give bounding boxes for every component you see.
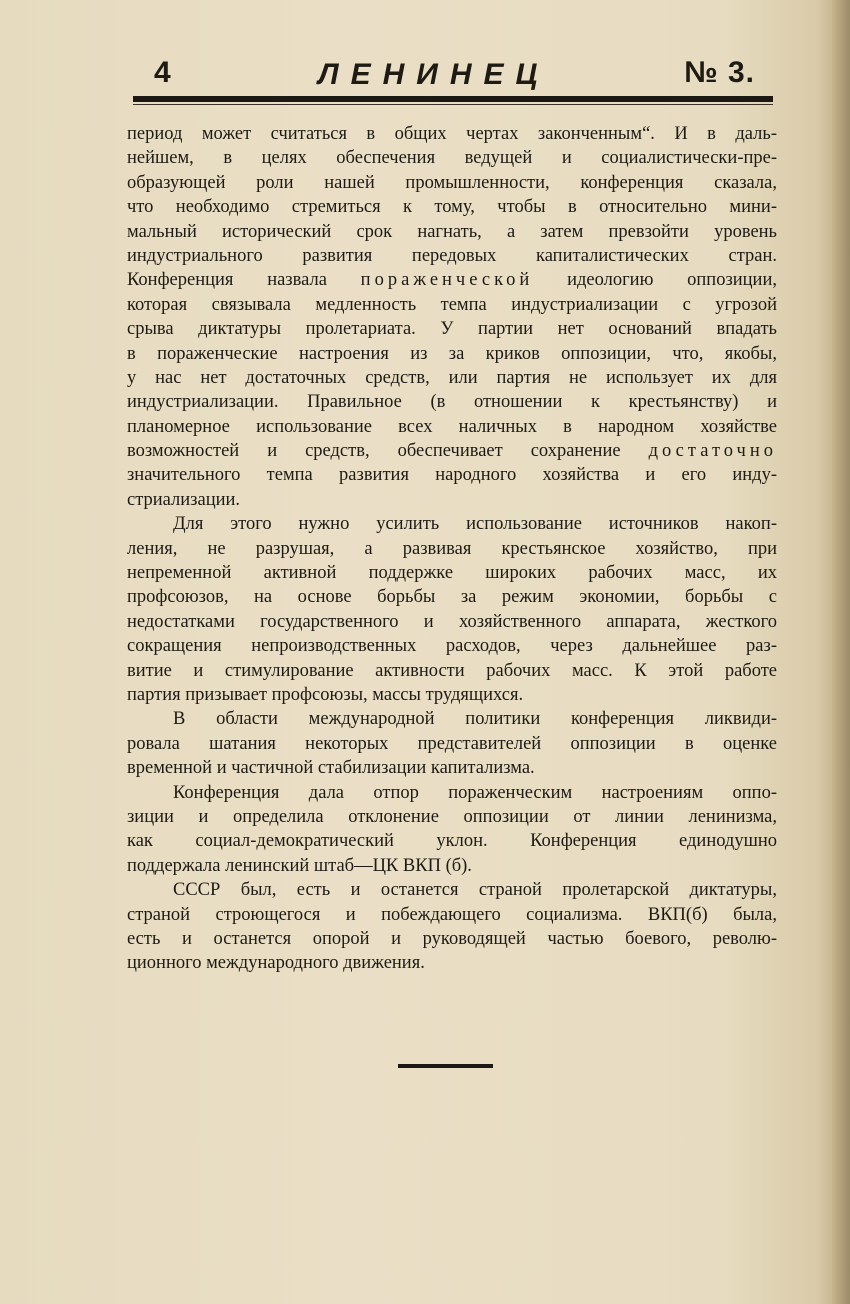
header-rule <box>133 96 773 102</box>
text-line: зиции и определила отклонение оппозиции от линии ленинизма, <box>127 806 777 827</box>
text-line: профсоюзов, на основе борьбы за режим экономии, борьбы с <box>127 587 777 608</box>
text-run: Конференция назвала <box>127 270 327 291</box>
text-line: Для этого нужно усилить использование источников накоп- <box>173 514 777 535</box>
text-line: нейшем, в целях обеспечения ведущей и социалистически-пре- <box>127 148 777 169</box>
text-line: страной строющегося и побеждающего социализма. ВКП(б) была, <box>127 904 777 925</box>
paragraph <box>127 707 777 780</box>
text-line <box>127 439 777 463</box>
text-line: планомерное использование всех наличных в народном хозяйстве <box>127 416 777 437</box>
page-number: 4 <box>154 56 172 89</box>
issue-number: № 3. <box>684 56 755 89</box>
text-line: срыва диктатуры пролетариата. У партии нет оснований впадать <box>127 319 777 340</box>
text-run: возможностей и средств, обеспечивает сохранение <box>127 441 621 462</box>
page-spine-shadow <box>832 0 850 1304</box>
text-line: стриализации. <box>127 489 241 510</box>
emphasized-text: достаточно <box>648 441 777 462</box>
text-line: партия призывает профсоюзы, массы трудящихся. <box>127 684 524 705</box>
text-line: Конференция дала отпор пораженческим настроениям оппо- <box>173 782 777 803</box>
text-line: ровала шатания некоторых представителей оппозиции в оценке <box>127 733 777 754</box>
text-line: что необходимо стремиться к тому, чтобы в относительно мини- <box>127 197 777 218</box>
emphasized-text: пораженческой <box>360 270 534 291</box>
text-line: как социал-демократический уклон. Конференция единодушно <box>127 831 777 852</box>
text-line <box>127 268 777 292</box>
paragraph <box>127 512 777 707</box>
paragraph <box>127 268 777 512</box>
end-of-article-rule <box>398 1064 493 1068</box>
text-line: период может считаться в общих чертах законченным“. И в даль- <box>127 124 777 144</box>
text-line: индустриального развития передовых капиталистических стран. <box>127 245 777 266</box>
text-line: недостатками государственного и хозяйственного аппарата, жесткого <box>127 611 777 632</box>
text-line: В области международной политики конференция ликвиди- <box>173 709 777 730</box>
paragraph <box>127 781 777 879</box>
text-line: витие и стимулирование активности рабочих масс. К этой работе <box>127 660 777 681</box>
text-line: поддержала ленинский штаб—ЦК ВКП (б). <box>127 855 472 876</box>
article-body <box>127 122 777 976</box>
text-line: которая связывала медленность темпа индустриализации с угрозой <box>127 294 777 315</box>
text-line: образующей роли нашей промышленности, конференция сказала, <box>127 172 777 193</box>
text-line: индустриализации. Правильное (в отношении к крестьянству) и <box>127 392 777 413</box>
text-line: ления, не разрушая, а развивая крестьянское хозяйство, при <box>127 538 777 559</box>
text-line: значительного темпа развития народного хозяйства и его инду- <box>127 465 777 486</box>
text-line: ционного международного движения. <box>127 953 425 974</box>
paragraph <box>127 878 777 976</box>
text-line: мальный исторический срок нагнать, а затем превзойти уровень <box>127 221 777 242</box>
text-run: идеологию оппозиции, <box>567 270 777 291</box>
text-line: сокращения непроизводственных расходов, через дальнейшее раз- <box>127 636 777 657</box>
header-rule-thin <box>133 104 773 105</box>
journal-title: ЛЕНИНЕЦ <box>318 58 550 91</box>
text-line: есть и останется опорой и руководящей частью боевого, револю- <box>127 928 777 949</box>
text-line: у нас нет достаточных средств, или партия не использует их для <box>127 367 777 388</box>
running-header <box>130 56 775 96</box>
text-line: в пораженческие настроения из за криков оппозиции, что, якобы, <box>127 343 777 364</box>
paragraph <box>127 122 777 268</box>
text-line: непременной активной поддержке широких рабочих масс, их <box>127 563 777 584</box>
text-line: СССР был, есть и останется страной пролетарской диктатуры, <box>173 880 777 901</box>
text-line: временной и частичной стабилизации капитализма. <box>127 758 535 779</box>
